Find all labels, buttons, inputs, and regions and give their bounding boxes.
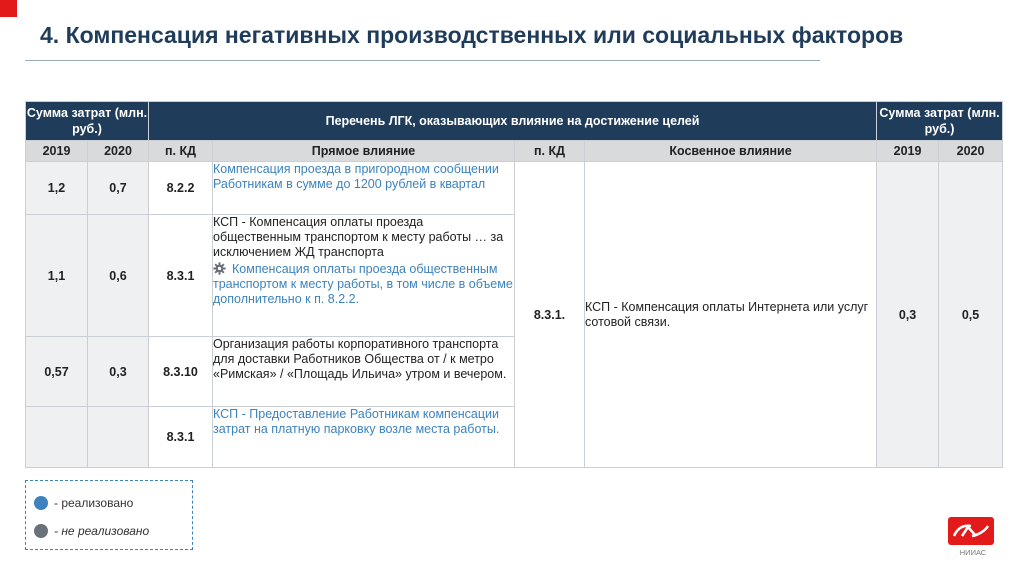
cost-2020: 0,6 (88, 215, 149, 337)
slide-title: 4. Компенсация негативных производственных или социальных факторов (40, 22, 904, 48)
header-lgk-list: Перечень ЛГК, оказывающих влияние на достижение целей (149, 102, 877, 141)
direct-influence-text: КСП - Компенсация оплаты проезда общественным транспортом к месту работы … за исключением ЖД транспорта (213, 215, 504, 259)
cost-2019: 1,2 (26, 162, 88, 215)
cost-2020 (88, 407, 149, 468)
indirect-influence-text: КСП - Компенсация оплаты Интернета или услуг сотовой связи. (585, 162, 877, 468)
subheader-kd-indirect: п. КД (515, 141, 585, 162)
direct-influence-text: Организация работы корпоративного транспорта для доставки Работников Общества от / к метро «Римская» / «Площадь Ильича» утром и вечером. (213, 337, 515, 407)
logo-caption: НИИАС (959, 548, 987, 557)
cost-2020: 0,3 (88, 337, 149, 407)
subheader-direct-influence: Прямое влияние (213, 141, 515, 162)
direct-influence-text-secondary: Компенсация оплаты проезда общественным транспортом к месту работы, в том числе в объеме дополнительно к п. 8.2.2. (213, 262, 513, 306)
subheader-indirect-influence: Косвенное влияние (585, 141, 877, 162)
legend (25, 480, 193, 550)
kd-number: 8.3.1 (149, 407, 213, 468)
direct-influence-text: КСП - Предоставление Работникам компенсации затрат на платную парковку возле места работы. (213, 407, 515, 468)
rzd-logo (948, 517, 998, 557)
subheader-2019-right: 2019 (877, 141, 939, 162)
legend-item-done (34, 496, 133, 510)
kd-number: 8.2.2 (149, 162, 213, 215)
status-dot-done-icon (34, 496, 48, 510)
title-divider (25, 60, 820, 61)
rzd-logo-icon (952, 523, 990, 539)
direct-influence-text-extra (213, 262, 514, 307)
header-costs-left: Сумма затрат (млн. руб.) (26, 102, 149, 141)
gear-icon (213, 262, 226, 275)
table-row (26, 162, 1003, 215)
subheader-2020-right: 2020 (939, 141, 1003, 162)
kd-number: 8.3.10 (149, 337, 213, 407)
subheader-kd-direct: п. КД (149, 141, 213, 162)
status-dot-not-done-icon (34, 524, 48, 538)
rzd-logo-mark (948, 517, 994, 545)
subheader-2019-left: 2019 (26, 141, 88, 162)
kd-number: 8.3.1 (149, 215, 213, 337)
direct-influence-cell (213, 215, 515, 337)
cost-2019: 0,57 (26, 337, 88, 407)
header-costs-right: Сумма затрат (млн. руб.) (877, 102, 1003, 141)
direct-influence-text: Компенсация проезда в пригородном сообщении Работникам в сумме до 1200 рублей в квартал (213, 162, 515, 215)
corner-accent (0, 0, 17, 17)
indirect-cost-2020: 0,5 (939, 162, 1003, 468)
indirect-cost-2019: 0,3 (877, 162, 939, 468)
compensation-table (25, 101, 1003, 468)
legend-label-not-done: - не реализовано (54, 524, 150, 538)
indirect-kd: 8.3.1. (515, 162, 585, 468)
cost-2019 (26, 407, 88, 468)
legend-label-done: - реализовано (54, 496, 134, 510)
cost-2020: 0,7 (88, 162, 149, 215)
legend-item-not-done (34, 524, 149, 538)
subheader-2020-left: 2020 (88, 141, 149, 162)
cost-2019: 1,1 (26, 215, 88, 337)
